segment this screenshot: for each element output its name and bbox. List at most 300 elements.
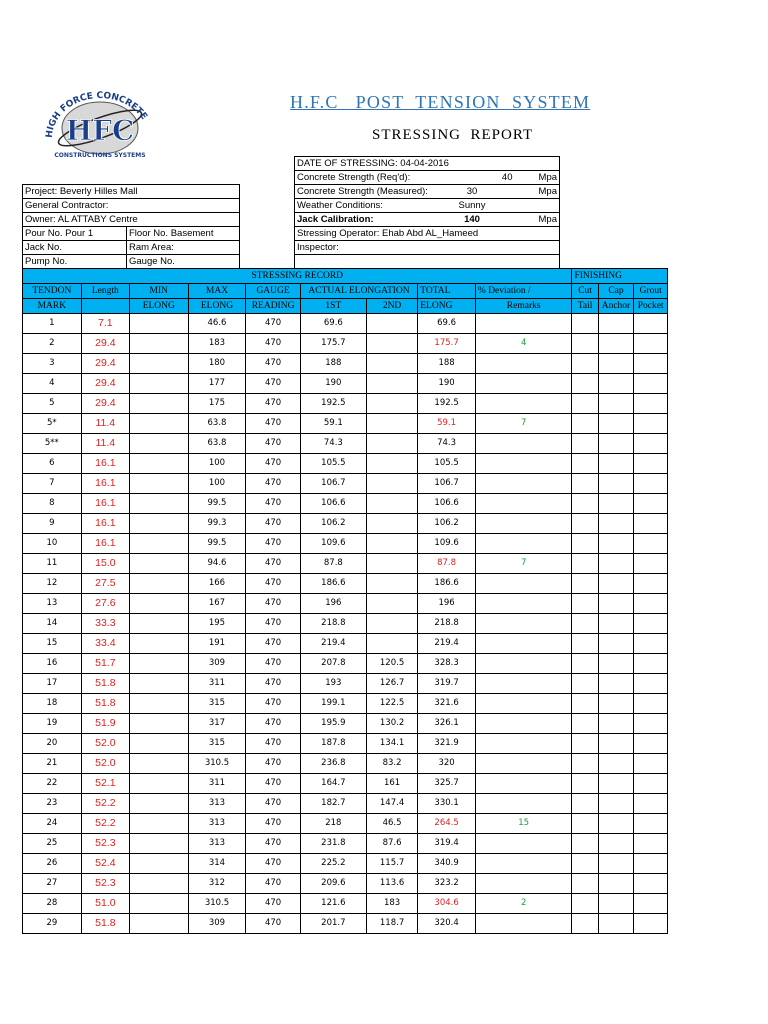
first-elong-cell: 121.6: [300, 894, 366, 914]
gauge-reading-cell: 470: [246, 914, 301, 934]
cap-anchor-cell: [598, 894, 634, 914]
second-elong-cell: [366, 314, 417, 334]
total-elong-header: ELONG: [418, 299, 476, 314]
gauge-reading-cell: 470: [246, 334, 301, 354]
total-elong-cell: 59.1: [418, 414, 476, 434]
deviation-cell: 4: [475, 334, 572, 354]
first-elong-cell: 218.8: [300, 614, 366, 634]
stressing-info-top: [294, 156, 560, 185]
grout-pocket-cell: [634, 354, 668, 374]
min-elong-cell: [129, 534, 188, 554]
cut-tail-cell: [572, 714, 598, 734]
grout-pocket-cell: [634, 834, 668, 854]
tendon-mark: 23: [23, 794, 82, 814]
tendon-mark: 9: [23, 514, 82, 534]
second-elong-cell: [366, 374, 417, 394]
table-row: [23, 494, 668, 514]
max-elong-header: ELONG: [188, 299, 246, 314]
deviation-cell: [475, 374, 572, 394]
table-row: [23, 394, 668, 414]
max-elong-cell: 311: [188, 674, 246, 694]
min-elong-cell: [129, 794, 188, 814]
cut-tail-cell: [572, 534, 598, 554]
logo-bottom-text: CONSTRUCTIONS SYSTEMS: [54, 152, 146, 159]
deviation-cell: [475, 394, 572, 414]
cap-anchor-cell: [598, 574, 634, 594]
second-elong-cell: [366, 354, 417, 374]
length-cell: 51.8: [81, 914, 129, 934]
total-elong-cell: 105.5: [418, 454, 476, 474]
cap-anchor-cell: [598, 434, 634, 454]
owner-field: Owner: AL ATTABY Centre: [23, 213, 240, 227]
table-row: [23, 754, 668, 774]
deviation-cell: [475, 854, 572, 874]
table-row: [23, 854, 668, 874]
min-elong-cell: [129, 554, 188, 574]
actual-elongation-header: ACTUAL ELONGATION: [300, 284, 417, 299]
deviation-cell: [475, 694, 572, 714]
date-row: [295, 157, 560, 171]
gauge-reading-cell: 470: [246, 314, 301, 334]
length-cell: 52.2: [81, 794, 129, 814]
length-cell: 33.4: [81, 634, 129, 654]
column-header-row-1: [23, 284, 668, 299]
max-elong-cell: 180: [188, 354, 246, 374]
pump-no-field: Pump No.: [23, 255, 127, 269]
max-elong-cell: 310.5: [188, 754, 246, 774]
length-cell: 52.3: [81, 874, 129, 894]
first-elong-cell: 209.6: [300, 874, 366, 894]
max-elong-cell: 312: [188, 874, 246, 894]
gauge-reading-cell: 470: [246, 614, 301, 634]
max-elong-cell: 177: [188, 374, 246, 394]
second-elong-cell: [366, 454, 417, 474]
tendon-mark: 20: [23, 734, 82, 754]
tendon-mark: 29: [23, 914, 82, 934]
cap-anchor-cell: [598, 734, 634, 754]
length-cell: 16.1: [81, 534, 129, 554]
max-elong-cell: 100: [188, 454, 246, 474]
first-elong-cell: 69.6: [300, 314, 366, 334]
second-elong-cell: [366, 634, 417, 654]
deviation-cell: 7: [475, 414, 572, 434]
tendon-mark: 5: [23, 394, 82, 414]
tendon-mark: 22: [23, 774, 82, 794]
mark-header: MARK: [23, 299, 82, 314]
first-elong-cell: 164.7: [300, 774, 366, 794]
tendon-mark: 12: [23, 574, 82, 594]
first-elong-cell: 74.3: [300, 434, 366, 454]
gauge-reading-cell: 470: [246, 414, 301, 434]
grout-pocket-cell: [634, 534, 668, 554]
jack-calibration-value: 140: [430, 213, 515, 227]
gauge-reading-cell: 470: [246, 794, 301, 814]
gauge-reading-cell: 470: [246, 454, 301, 474]
total-elong-cell: 264.5: [418, 814, 476, 834]
stressing-record-header: STRESSING RECORD: [23, 269, 572, 284]
second-elong-cell: [366, 574, 417, 594]
tendon-mark: 3: [23, 354, 82, 374]
deviation-cell: [475, 774, 572, 794]
tendon-mark: 16: [23, 654, 82, 674]
deviation-cell: [475, 614, 572, 634]
max-elong-cell: 313: [188, 814, 246, 834]
total-elong-cell: 218.8: [418, 614, 476, 634]
cap-anchor-cell: [598, 394, 634, 414]
cap-anchor-cell: [598, 514, 634, 534]
anchor-header: Anchor: [598, 299, 634, 314]
first-elong-cell: 196: [300, 594, 366, 614]
second-elong-cell: [366, 334, 417, 354]
second-elong-cell: [366, 394, 417, 414]
deviation-cell: [475, 794, 572, 814]
second-elong-cell: 134.1: [366, 734, 417, 754]
total-elong-cell: 320: [418, 754, 476, 774]
cap-anchor-cell: [598, 334, 634, 354]
table-row: [23, 514, 668, 534]
second-elong-cell: [366, 554, 417, 574]
tendon-mark: 28: [23, 894, 82, 914]
length-cell: 16.1: [81, 474, 129, 494]
gauge-reading-cell: 470: [246, 554, 301, 574]
table-row: [23, 874, 668, 894]
meas-strength-label: Concrete Strength (Measured):: [295, 185, 430, 199]
grout-pocket-cell: [634, 454, 668, 474]
gauge-no-field: Gauge No.: [127, 255, 240, 269]
table-row: [23, 674, 668, 694]
second-elong-cell: [366, 594, 417, 614]
cut-tail-cell: [572, 654, 598, 674]
gauge-reading-cell: 470: [246, 374, 301, 394]
table-row: [23, 434, 668, 454]
total-elong-cell: 175.7: [418, 334, 476, 354]
deviation-cell: [475, 754, 572, 774]
tendon-mark: 18: [23, 694, 82, 714]
first-elong-cell: 106.7: [300, 474, 366, 494]
grout-pocket-cell: [634, 514, 668, 534]
max-elong-cell: 310.5: [188, 894, 246, 914]
grout-pocket-cell: [634, 374, 668, 394]
min-elong-cell: [129, 774, 188, 794]
length-cell: 52.3: [81, 834, 129, 854]
deviation-cell: 2: [475, 894, 572, 914]
second-header: 2ND: [366, 299, 417, 314]
gauge-reading-cell: 470: [246, 514, 301, 534]
first-elong-cell: 195.9: [300, 714, 366, 734]
grout-pocket-cell: [634, 854, 668, 874]
reading-header: READING: [246, 299, 301, 314]
max-elong-cell: 195: [188, 614, 246, 634]
length-cell: 51.0: [81, 894, 129, 914]
cut-tail-cell: [572, 434, 598, 454]
table-row: [23, 734, 668, 754]
tendon-mark: 5**: [23, 434, 82, 454]
first-elong-cell: 188: [300, 354, 366, 374]
company-logo: [36, 86, 162, 160]
table-row: [23, 794, 668, 814]
weather-value: Sunny: [430, 199, 515, 213]
cut-tail-cell: [572, 794, 598, 814]
table-row: [23, 314, 668, 334]
date-of-stressing: DATE OF STRESSING: 04-04-2016: [295, 157, 560, 171]
gauge-reading-cell: 470: [246, 594, 301, 614]
max-elong-cell: 314: [188, 854, 246, 874]
min-elong-cell: [129, 834, 188, 854]
tendon-mark: 14: [23, 614, 82, 634]
second-elong-cell: 46.5: [366, 814, 417, 834]
total-elong-cell: 325.7: [418, 774, 476, 794]
max-elong-cell: 309: [188, 914, 246, 934]
cut-tail-cell: [572, 894, 598, 914]
length-cell: 16.1: [81, 454, 129, 474]
grout-pocket-cell: [634, 574, 668, 594]
gauge-reading-cell: 470: [246, 394, 301, 414]
length-cell: 15.0: [81, 554, 129, 574]
table-row: [23, 374, 668, 394]
deviation-cell: [475, 734, 572, 754]
min-elong-cell: [129, 514, 188, 534]
length-cell: 52.1: [81, 774, 129, 794]
deviation-header: % Deviation /: [475, 284, 572, 299]
max-elong-cell: 183: [188, 334, 246, 354]
cap-anchor-cell: [598, 814, 634, 834]
max-elong-cell: 94.6: [188, 554, 246, 574]
grout-pocket-cell: [634, 434, 668, 454]
total-elong-cell: 340.9: [418, 854, 476, 874]
min-elong-cell: [129, 454, 188, 474]
tail-header: Tail: [572, 299, 598, 314]
deviation-cell: [475, 874, 572, 894]
cut-tail-cell: [572, 334, 598, 354]
tendon-mark: 21: [23, 754, 82, 774]
gauge-reading-cell: 470: [246, 834, 301, 854]
table-row: [23, 634, 668, 654]
first-elong-cell: 105.5: [300, 454, 366, 474]
cap-anchor-cell: [598, 354, 634, 374]
second-elong-cell: 147.4: [366, 794, 417, 814]
total-elong-cell: 320.4: [418, 914, 476, 934]
cap-anchor-cell: [598, 314, 634, 334]
second-elong-cell: [366, 434, 417, 454]
tendon-mark: 15: [23, 634, 82, 654]
gauge-reading-cell: 470: [246, 734, 301, 754]
tendon-mark: 24: [23, 814, 82, 834]
gauge-reading-cell: 470: [246, 894, 301, 914]
total-elong-cell: 319.7: [418, 674, 476, 694]
cut-tail-cell: [572, 694, 598, 714]
cap-anchor-cell: [598, 494, 634, 514]
min-elong-cell: [129, 574, 188, 594]
length-cell: 52.2: [81, 814, 129, 834]
length-cell: 29.4: [81, 354, 129, 374]
grout-pocket-cell: [634, 754, 668, 774]
min-elong-cell: [129, 474, 188, 494]
total-elong-cell: 106.2: [418, 514, 476, 534]
min-elong-header: ELONG: [129, 299, 188, 314]
column-header-row-2: [23, 299, 668, 314]
req-strength-row: [295, 171, 560, 185]
length-cell: 7.1: [81, 314, 129, 334]
grout-pocket-cell: [634, 734, 668, 754]
second-elong-cell: [366, 614, 417, 634]
pocket-header: Pocket: [634, 299, 668, 314]
gauge-reading-cell: 470: [246, 674, 301, 694]
inspector-field: Inspector:: [295, 241, 560, 255]
cut-tail-cell: [572, 814, 598, 834]
length-cell: 51.7: [81, 654, 129, 674]
first-elong-cell: 199.1: [300, 694, 366, 714]
grout-pocket-cell: [634, 474, 668, 494]
cut-tail-cell: [572, 314, 598, 334]
deviation-cell: [475, 354, 572, 374]
min-elong-cell: [129, 594, 188, 614]
tendon-mark: 13: [23, 594, 82, 614]
tendon-mark: 8: [23, 494, 82, 514]
remarks-header: Remarks: [475, 299, 572, 314]
jack-no-field: Jack No.: [23, 241, 127, 255]
min-elong-cell: [129, 394, 188, 414]
cut-tail-cell: [572, 514, 598, 534]
first-elong-cell: 193: [300, 674, 366, 694]
total-elong-cell: 321.6: [418, 694, 476, 714]
req-strength-value: 40: [445, 171, 515, 185]
tendon-mark: 7: [23, 474, 82, 494]
first-elong-cell: 175.7: [300, 334, 366, 354]
cut-tail-cell: [572, 774, 598, 794]
grout-pocket-cell: [634, 334, 668, 354]
first-elong-cell: 87.8: [300, 554, 366, 574]
deviation-cell: [475, 914, 572, 934]
cut-tail-cell: [572, 574, 598, 594]
first-elong-cell: 59.1: [300, 414, 366, 434]
table-row: [23, 574, 668, 594]
table-row: [23, 334, 668, 354]
total-elong-cell: 323.2: [418, 874, 476, 894]
tendon-mark: 4: [23, 374, 82, 394]
grout-pocket-cell: [634, 674, 668, 694]
cut-tail-cell: [572, 614, 598, 634]
table-row: [23, 614, 668, 634]
cut-tail-cell: [572, 634, 598, 654]
finishing-header: FINISHING: [572, 269, 668, 284]
cap-header: Cap: [598, 284, 634, 299]
second-elong-cell: 161: [366, 774, 417, 794]
tendon-header: TENDON: [23, 284, 82, 299]
length-cell: 51.8: [81, 694, 129, 714]
grout-pocket-cell: [634, 594, 668, 614]
max-header: MAX: [188, 284, 246, 299]
meas-strength-value: 30: [430, 185, 515, 199]
length-cell: 52.0: [81, 754, 129, 774]
first-elong-cell: 192.5: [300, 394, 366, 414]
second-elong-cell: [366, 494, 417, 514]
req-strength-label: Concrete Strength (Req'd):: [295, 171, 445, 185]
min-elong-cell: [129, 854, 188, 874]
deviation-cell: [475, 314, 572, 334]
min-header: MIN: [129, 284, 188, 299]
grout-pocket-cell: [634, 554, 668, 574]
length-cell: 16.1: [81, 494, 129, 514]
max-elong-cell: 191: [188, 634, 246, 654]
logo-text: HFC: [65, 114, 135, 147]
first-elong-cell: 106.2: [300, 514, 366, 534]
second-elong-cell: 83.2: [366, 754, 417, 774]
weather-label: Weather Conditions:: [295, 199, 430, 213]
gauge-reading-cell: 470: [246, 754, 301, 774]
total-elong-cell: 196: [418, 594, 476, 614]
deviation-cell: [475, 594, 572, 614]
ram-area-field: Ram Area:: [127, 241, 240, 255]
table-row: [23, 914, 668, 934]
blank-row: [295, 255, 560, 269]
jack-calibration-unit: Mpa: [515, 213, 560, 227]
gauge-reading-cell: 470: [246, 434, 301, 454]
max-elong-cell: 99.5: [188, 534, 246, 554]
deviation-cell: [475, 534, 572, 554]
first-elong-cell: 109.6: [300, 534, 366, 554]
cap-anchor-cell: [598, 674, 634, 694]
cut-tail-cell: [572, 854, 598, 874]
cut-header: Cut: [572, 284, 598, 299]
jack-calibration-label: Jack Calibration:: [295, 213, 430, 227]
table-row: [23, 594, 668, 614]
report-title: H.F.C POST TENSION SYSTEM: [290, 92, 591, 112]
min-elong-cell: [129, 714, 188, 734]
cut-tail-cell: [572, 394, 598, 414]
first-elong-cell: 190: [300, 374, 366, 394]
cap-anchor-cell: [598, 594, 634, 614]
first-elong-cell: 218: [300, 814, 366, 834]
gauge-reading-cell: 470: [246, 774, 301, 794]
min-elong-cell: [129, 754, 188, 774]
cut-tail-cell: [572, 754, 598, 774]
min-elong-cell: [129, 694, 188, 714]
total-elong-cell: 304.6: [418, 894, 476, 914]
cut-tail-cell: [572, 494, 598, 514]
length-cell: 29.4: [81, 334, 129, 354]
min-elong-cell: [129, 334, 188, 354]
tendon-mark: 17: [23, 674, 82, 694]
table-row: [23, 354, 668, 374]
table-row: [23, 554, 668, 574]
grout-pocket-cell: [634, 794, 668, 814]
length-cell: 29.4: [81, 374, 129, 394]
length-cell: 16.1: [81, 514, 129, 534]
gauge-reading-cell: 470: [246, 814, 301, 834]
total-elong-cell: 190: [418, 374, 476, 394]
length-cell: 52.4: [81, 854, 129, 874]
cap-anchor-cell: [598, 794, 634, 814]
gauge-reading-cell: 470: [246, 574, 301, 594]
grout-pocket-cell: [634, 634, 668, 654]
stressing-record-table: [22, 268, 668, 934]
first-elong-cell: 236.8: [300, 754, 366, 774]
cut-tail-cell: [572, 414, 598, 434]
second-elong-cell: [366, 474, 417, 494]
max-elong-cell: 100: [188, 474, 246, 494]
first-elong-cell: 231.8: [300, 834, 366, 854]
length-cell: 11.4: [81, 434, 129, 454]
cap-anchor-cell: [598, 654, 634, 674]
project-field: Project: Beverly Hilles Mall: [23, 185, 240, 199]
cut-tail-cell: [572, 554, 598, 574]
gauge-reading-cell: 470: [246, 874, 301, 894]
gauge-header: GAUGE: [246, 284, 301, 299]
report-subtitle: STRESSING REPORT: [372, 127, 534, 143]
grout-pocket-cell: [634, 654, 668, 674]
second-elong-cell: 130.2: [366, 714, 417, 734]
cut-tail-cell: [572, 374, 598, 394]
